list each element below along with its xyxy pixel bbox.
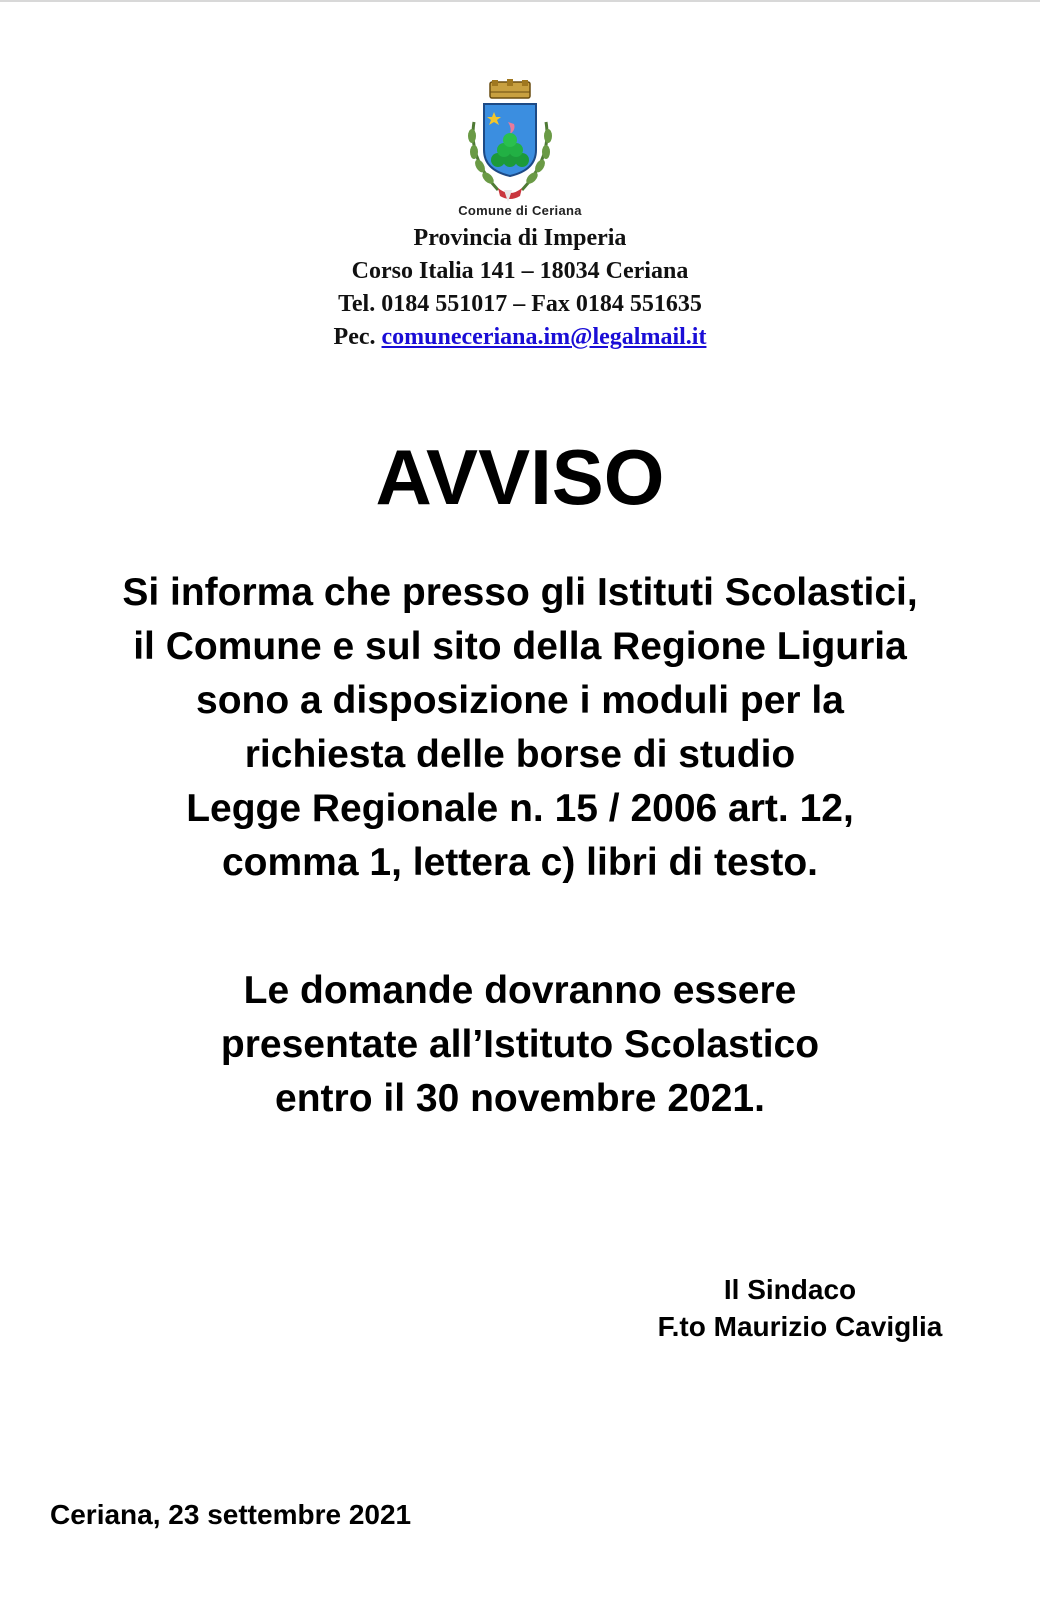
phone-fax-line: Tel. 0184 551017 – Fax 0184 551635 (338, 291, 702, 317)
paragraph-line: Si informa che presso gli Istituti Scolastici, (122, 571, 918, 614)
top-divider (0, 0, 1040, 2)
pec-line (0, 321, 1040, 354)
paragraph-line: richiesta delle borse di studio (244, 733, 796, 776)
address-line: Corso Italia 141 – 18034 Ceriana (351, 258, 689, 284)
paragraph-line: comma 1, lettera c) libri di testo. (221, 841, 818, 884)
municipality-label: Comune di Ceriana (458, 203, 582, 218)
paragraph-line: il Comune e sul sito della Regione Liguria (133, 625, 907, 668)
pec-email-link[interactable]: comuneceriana.im@legalmail.it (381, 324, 707, 350)
paragraph-line: entro il 30 novembre 2021. (275, 1077, 765, 1120)
province-line: Provincia di Imperia (413, 225, 627, 251)
paragraph-line: Legge Regionale n. 15 / 2006 art. 12, (186, 787, 854, 830)
place-date: Ceriana, 23 settembre 2021 (50, 1499, 412, 1530)
signatory-name: F.to Maurizio Caviglia (657, 1311, 943, 1342)
pec-prefix: Pec. (333, 324, 376, 350)
signatory-role: Il Sindaco (723, 1274, 857, 1305)
notice-paragraph-info (0, 566, 1040, 890)
notice-paragraph-deadline (0, 964, 1040, 1126)
letterhead (0, 222, 1040, 354)
paragraph-line: presentate all’Istituto Scolastico (220, 1023, 820, 1066)
paragraph-line: Le domande dovranno essere (243, 969, 797, 1012)
coat-of-arms-icon (464, 78, 576, 206)
signature-block (600, 1271, 980, 1345)
paragraph-line: sono a disposizione i moduli per la (196, 679, 844, 722)
notice-title: AVVISO (375, 433, 665, 521)
